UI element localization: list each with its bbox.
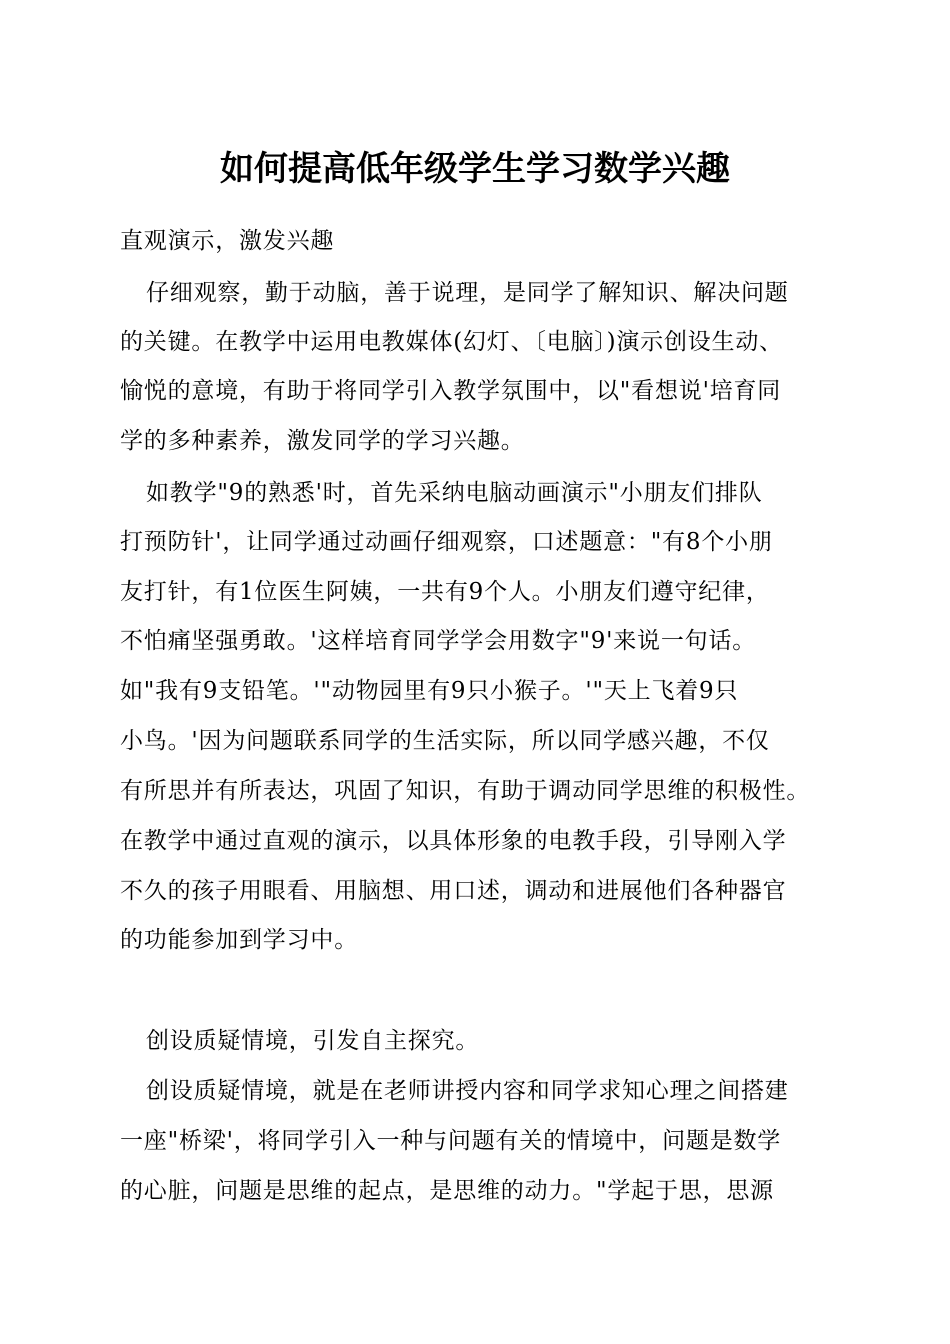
paragraph-line: 创设质疑情境，就是在老师讲授内容和同学求知心理之间搭建: [146, 1078, 789, 1104]
paragraph-line: 友打针，有1位医生阿姨，一共有9个人。小朋友们遵守纪律，: [120, 579, 770, 605]
paragraph-line: 仔细观察，勤于动脑，善于说理，是同学了解知识、解决问题: [146, 280, 789, 306]
paragraph-line: 如"我有9支铅笔。'"动物园里有9只小猴子。'"天上飞着9只: [120, 678, 739, 704]
paragraph-line: 打预防针'，让同学通过动画仔细观察，口述题意："有8个小朋: [120, 529, 773, 555]
paragraph-line: 学的多种素养，激发同学的学习兴趣。: [120, 428, 525, 454]
paragraph-line: 不久的孩子用眼看、用脑想、用口述，调动和进展他们各种器官: [120, 878, 787, 904]
paragraph-line: 一座"桥梁'，将同学引入一种与问题有关的情境中，问题是数学: [120, 1128, 782, 1154]
paragraph-line: 在教学中通过直观的演示，以具体形象的电教手段，引导刚入学: [120, 828, 787, 854]
paragraph-line: 如教学"9的熟悉'时，首先采纳电脑动画演示"小朋友们排队: [146, 480, 763, 506]
paragraph-line: 不怕痛坚强勇敢。'这样培育同学学会用数字"9'来说一句话。: [120, 628, 757, 654]
paragraph-line: 的关键。在教学中运用电教媒体(幻灯、〔电脑〕)演示创设生动、: [120, 329, 783, 355]
section-heading-1: 直观演示，激发兴趣: [120, 228, 335, 254]
document-title: 如何提高低年级学生学习数学兴趣: [220, 149, 730, 189]
paragraph-line: 的心脏，问题是思维的起点，是思维的动力。"学起于思，思源: [120, 1178, 774, 1204]
paragraph-line: 愉悦的意境，有助于将同学引入教学氛围中，以"看想说'培育同: [120, 378, 782, 404]
section-heading-2: 创设质疑情境，引发自主探究。: [146, 1028, 480, 1054]
paragraph-line: 的功能参加到学习中。: [120, 927, 358, 953]
paragraph-line: 有所思并有所表达，巩固了知识，有助于调动同学思维的积极性。: [120, 778, 811, 804]
paragraph-line: 小鸟。'因为问题联系同学的生活实际，所以同学感兴趣，不仅: [120, 728, 770, 754]
